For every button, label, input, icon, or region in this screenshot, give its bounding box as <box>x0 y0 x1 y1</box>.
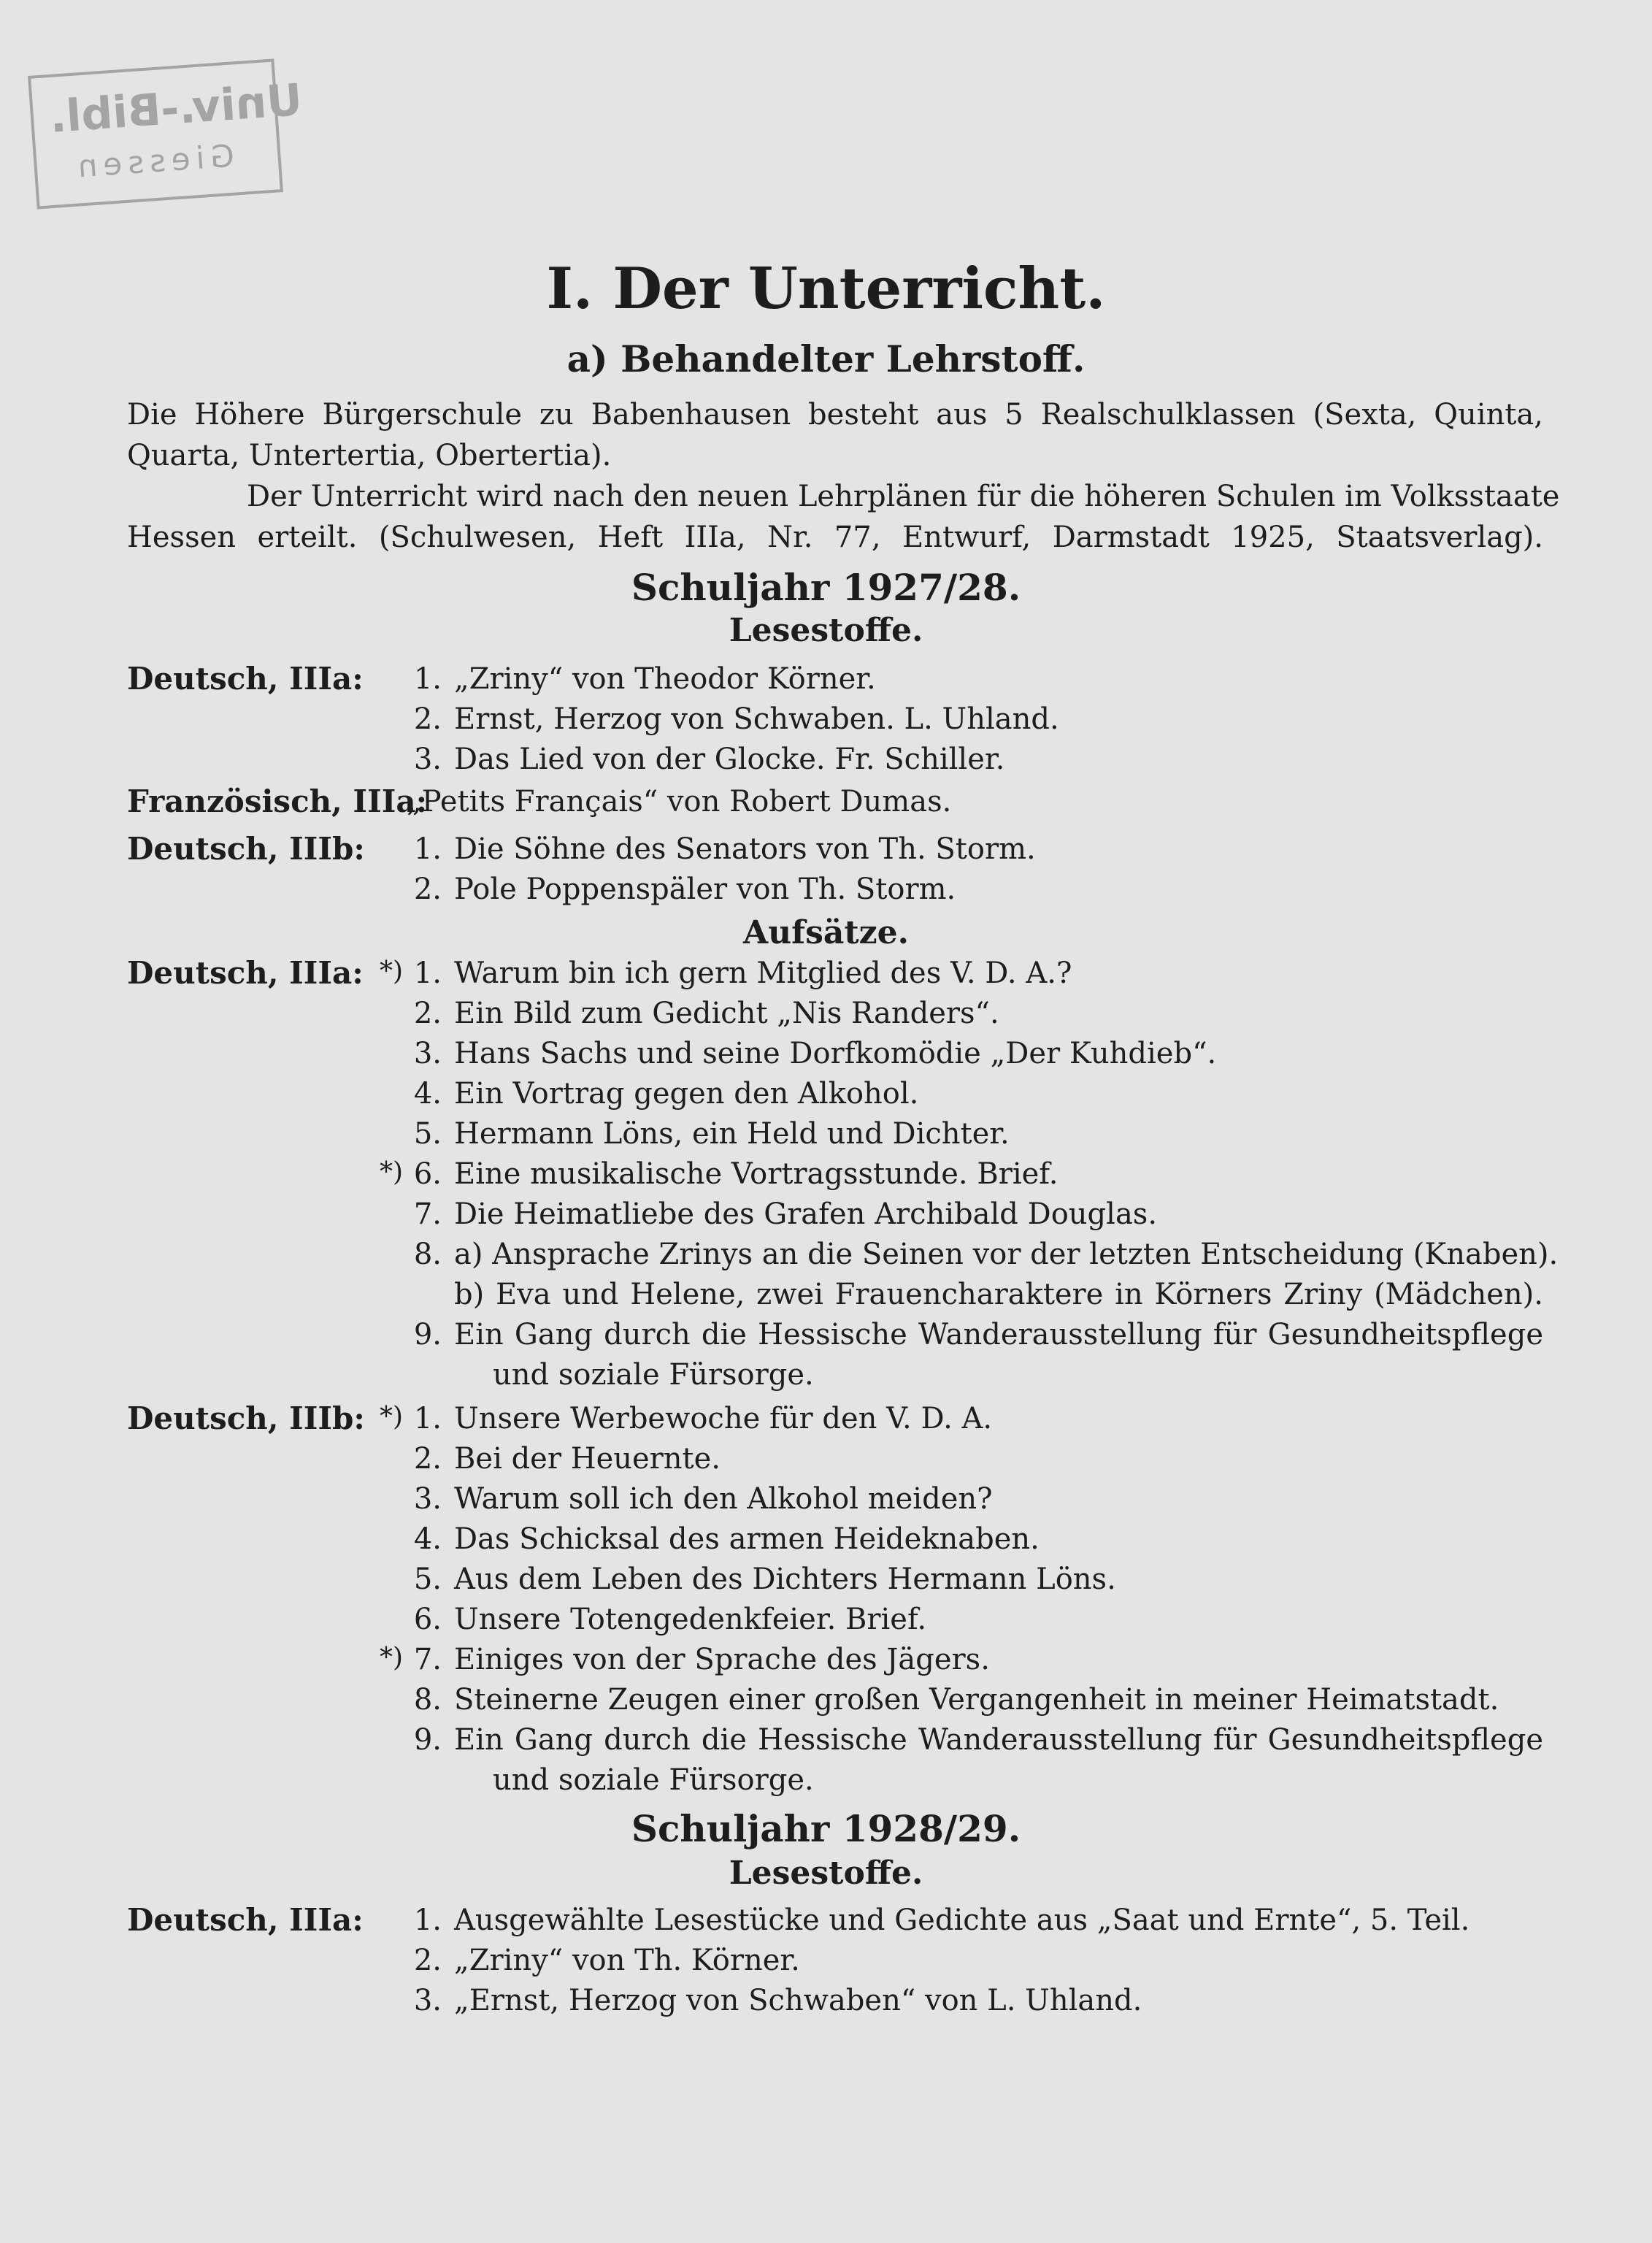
list-item: Hans Sachs und seine Dorfkomödie „Der Kuhdieb“. <box>454 1037 1217 1070</box>
item-number: 1. <box>413 662 442 696</box>
item-number: 2. <box>413 873 442 906</box>
list-item-continuation: und soziale Fürsorge. <box>493 1763 814 1797</box>
item-number: 7. <box>413 1643 442 1676</box>
footnote-marker: *) <box>380 1157 404 1187</box>
list-item: Ein Vortrag gegen den Alkohol. <box>454 1077 919 1111</box>
list-item: Hermann Löns, ein Held und Dichter. <box>454 1117 1010 1151</box>
item-number: 8. <box>413 1683 442 1717</box>
stamp-line-2: Giessen <box>71 137 236 185</box>
list-item: Ein Bild zum Gedicht „Nis Randers“. <box>454 997 999 1030</box>
subject-label: Deutsch, IIIa: <box>127 661 364 697</box>
intro-line-3: Der Unterricht wird nach den neuen Lehrplänen für die höheren Schulen im Volksstaate <box>247 480 1560 513</box>
subject-label: Deutsch, IIIb: <box>127 1400 365 1436</box>
intro-line-2: Quarta, Untertertia, Obertertia). <box>127 439 612 472</box>
footnote-marker: *) <box>380 956 404 986</box>
item-number: 3. <box>413 1037 442 1070</box>
library-stamp <box>28 58 304 209</box>
list-item: „Ernst, Herzog von Schwaben“ von L. Uhland. <box>454 1984 1142 2017</box>
lesestoffe-heading-1927: Lesestoffe. <box>729 612 923 649</box>
item-number: 2. <box>413 1944 442 1977</box>
item-number: 3. <box>413 743 442 776</box>
item-number: 4. <box>413 1522 442 1556</box>
item-number: 1. <box>413 1402 442 1435</box>
section-heading: a) Behandelter Lehrstoff. <box>566 337 1086 380</box>
list-item: Unsere Totengedenkfeier. Brief. <box>454 1603 927 1636</box>
item-number: 9. <box>413 1723 442 1757</box>
item-number: 7. <box>413 1197 442 1231</box>
list-item: Das Lied von der Glocke. Fr. Schiller. <box>454 743 1005 776</box>
item-number: 5. <box>413 1117 442 1151</box>
list-item: Ausgewählte Lesestücke und Gedichte aus „Saat und Ernte“, 5. Teil. <box>454 1903 1470 1937</box>
list-item: Einiges von der Sprache des Jägers. <box>454 1643 990 1676</box>
item-number: 9. <box>413 1318 442 1351</box>
list-item: Ein Gang durch die Hessische Wanderausstellung für Gesundheitspflege <box>454 1318 1543 1351</box>
subject-label: Deutsch, IIIa: <box>127 955 364 991</box>
subject-label: Französisch, IIIa: <box>127 783 428 819</box>
footnote-marker: *) <box>380 1402 404 1432</box>
list-item: Warum bin ich gern Mitglied des V. D. A.? <box>454 956 1072 990</box>
item-number: 3. <box>413 1984 442 2017</box>
list-item: Unsere Werbewoche für den V. D. A. <box>454 1402 993 1435</box>
year-heading-1927: Schuljahr 1927/28. <box>631 566 1021 609</box>
list-item: Steinerne Zeugen einer großen Vergangenheit in meiner Heimatstadt. <box>454 1683 1499 1717</box>
item-number: 2. <box>413 1442 442 1476</box>
page-heading: I. Der Unterricht. <box>546 256 1106 322</box>
year-heading-1928: Schuljahr 1928/29. <box>631 1807 1021 1850</box>
list-item: „Zriny“ von Theodor Körner. <box>454 662 876 696</box>
list-item-continuation: und soziale Fürsorge. <box>493 1358 814 1392</box>
item-number: 2. <box>413 702 442 736</box>
list-item: Die Heimatliebe des Grafen Archibald Douglas. <box>454 1197 1158 1231</box>
list-item: Aus dem Leben des Dichters Hermann Löns. <box>454 1563 1116 1596</box>
item-number: 6. <box>413 1603 442 1636</box>
item-number: 1. <box>413 956 442 990</box>
item-number: 4. <box>413 1077 442 1111</box>
lesestoffe-heading-1928: Lesestoffe. <box>729 1855 923 1892</box>
item-number: 8. <box>413 1238 442 1271</box>
intro-line-1: Die Höhere Bürgerschule zu Babenhausen besteht aus 5 Realschulklassen (Sexta, Quinta, <box>127 398 1543 432</box>
item-number: 6. <box>413 1157 442 1191</box>
list-item: Die Söhne des Senators von Th. Storm. <box>454 832 1036 866</box>
item-number: 1. <box>413 832 442 866</box>
list-item: Pole Poppenspäler von Th. Storm. <box>454 873 956 906</box>
list-item: Bei der Heuernte. <box>454 1442 721 1476</box>
list-item: Ein Gang durch die Hessische Wanderausstellung für Gesundheitspflege <box>454 1723 1543 1757</box>
footnote-marker: *) <box>380 1643 404 1673</box>
subject-label: Deutsch, IIIb: <box>127 831 365 867</box>
subject-label: Deutsch, IIIa: <box>127 1902 364 1938</box>
list-item: Das Schicksal des armen Heideknaben. <box>454 1522 1040 1556</box>
item-number: 1. <box>413 1903 442 1937</box>
list-item: „Zriny“ von Th. Körner. <box>454 1944 800 1977</box>
stamp-line-1: Univ.-Bibl. <box>47 74 304 143</box>
list-item: „Petits Français“ von Robert Dumas. <box>407 785 952 818</box>
list-item: b) Eva und Helene, zwei Frauencharaktere in Körners Zriny (Mädchen). <box>454 1278 1543 1311</box>
aufsaetze-heading-1927: Aufsätze. <box>743 914 909 951</box>
item-number: 5. <box>413 1563 442 1596</box>
list-item: Ernst, Herzog von Schwaben. L. Uhland. <box>454 702 1059 736</box>
intro-line-4: Hessen erteilt. (Schulwesen, Heft IIIa, Nr. 77, Entwurf, Darmstadt 1925, Staatsverlag). <box>127 521 1543 554</box>
item-number: 3. <box>413 1482 442 1516</box>
list-item: a) Ansprache Zrinys an die Seinen vor der letzten Entscheidung (Knaben). <box>454 1238 1559 1271</box>
list-item: Eine musikalische Vortragsstunde. Brief. <box>454 1157 1059 1191</box>
item-number: 2. <box>413 997 442 1030</box>
list-item: Warum soll ich den Alkohol meiden? <box>454 1482 993 1516</box>
